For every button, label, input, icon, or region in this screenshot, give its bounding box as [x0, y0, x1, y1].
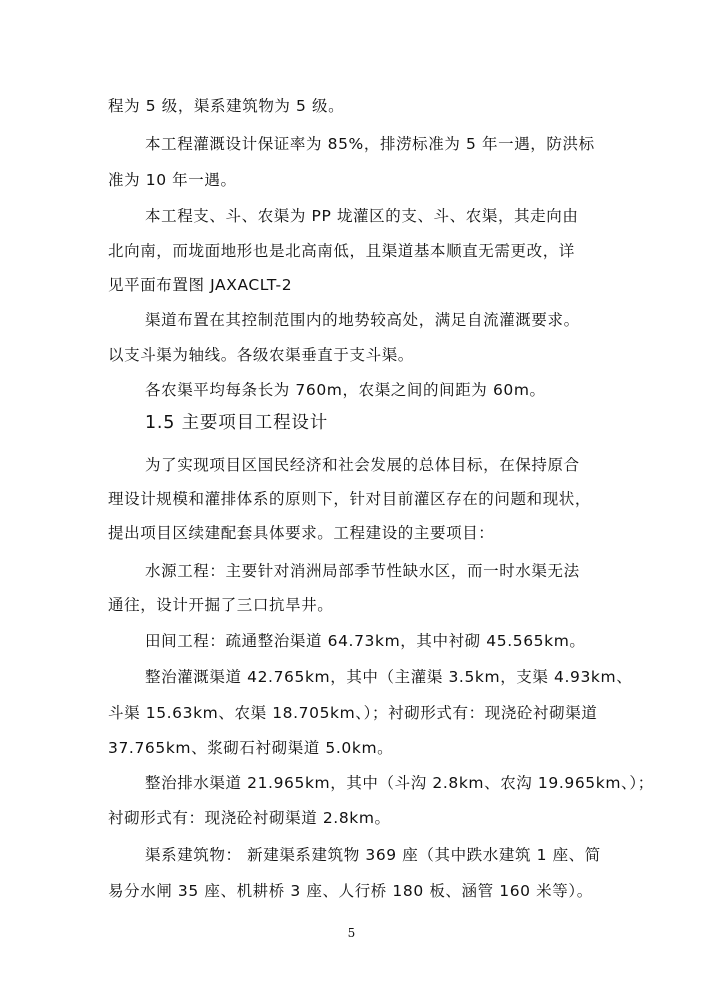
paragraph-line: 北向南，而垅面地形也是北高南低，且渠道基本顺直无需更改，详	[108, 242, 575, 260]
paragraph-line: 通往，设计开掘了三口抗旱井。	[108, 596, 334, 614]
paragraph-line: 各农渠平均每条长为 760m，农渠之间的间距为 60m。	[145, 381, 546, 399]
paragraph-line: 37.765km、浆砌石衬砌渠道 5.0km。	[108, 739, 394, 757]
paragraph-line: 衬砌形式有：现浇砼衬砌渠道 2.8km。	[108, 809, 391, 827]
paragraph-line: 本工程灌溉设计保证率为 85%，排涝标准为 5 年一遇，防洪标	[145, 135, 595, 153]
paragraph-line: 易分水闸 35 座、机耕桥 3 座、人行桥 180 板、涵管 160 米等）。	[108, 882, 593, 900]
paragraph-line: 水源工程：主要针对消洲局部季节性缺水区，而一时水渠无法	[145, 562, 580, 580]
paragraph-line: 以支斗渠为轴线。各级农渠垂直于支斗渠。	[108, 346, 414, 364]
paragraph-line: 整治灌溉渠道 42.765km，其中（主灌渠 3.5km，支渠 4.93km、	[145, 668, 633, 686]
paragraph-line: 本工程支、斗、农渠为 PP 垅灌区的支、斗、农渠，其走向由	[145, 207, 579, 225]
paragraph-line: 渠系建筑物： 新建渠系建筑物 369 座（其中跌水建筑 1 座、简	[145, 846, 601, 864]
page-number: 5	[347, 926, 356, 940]
paragraph-line: 斗渠 15.63km、农渠 18.705km、）；衬砌形式有：现浇砼衬砌渠道	[108, 704, 598, 722]
paragraph-line: 程为 5 级，渠系建筑物为 5 级。	[108, 97, 345, 115]
paragraph-line: 理设计规模和灌排体系的原则下，针对目前灌区存在的问题和现状，	[108, 490, 592, 508]
paragraph-line: 准为 10 年一遇。	[108, 171, 237, 189]
section-heading: 1.5 主要项目工程设计	[145, 413, 328, 433]
paragraph-line: 渠道布置在其控制范围内的地势较高处，满足自流灌溉要求。	[145, 311, 580, 329]
paragraph-line: 为了实现项目区国民经济和社会发展的总体目标，在保持原合	[145, 456, 580, 474]
paragraph-line: 田间工程：疏通整治渠道 64.73km，其中衬砌 45.565km。	[145, 632, 586, 650]
paragraph-line: 见平面布置图 JAXACLT-2	[108, 276, 293, 294]
paragraph-line: 提出项目区续建配套具体要求。工程建设的主要项目：	[108, 524, 495, 542]
paragraph-line: 整治排水渠道 21.965km，其中（斗沟 2.8km、农沟 19.965km、）；	[145, 774, 654, 792]
